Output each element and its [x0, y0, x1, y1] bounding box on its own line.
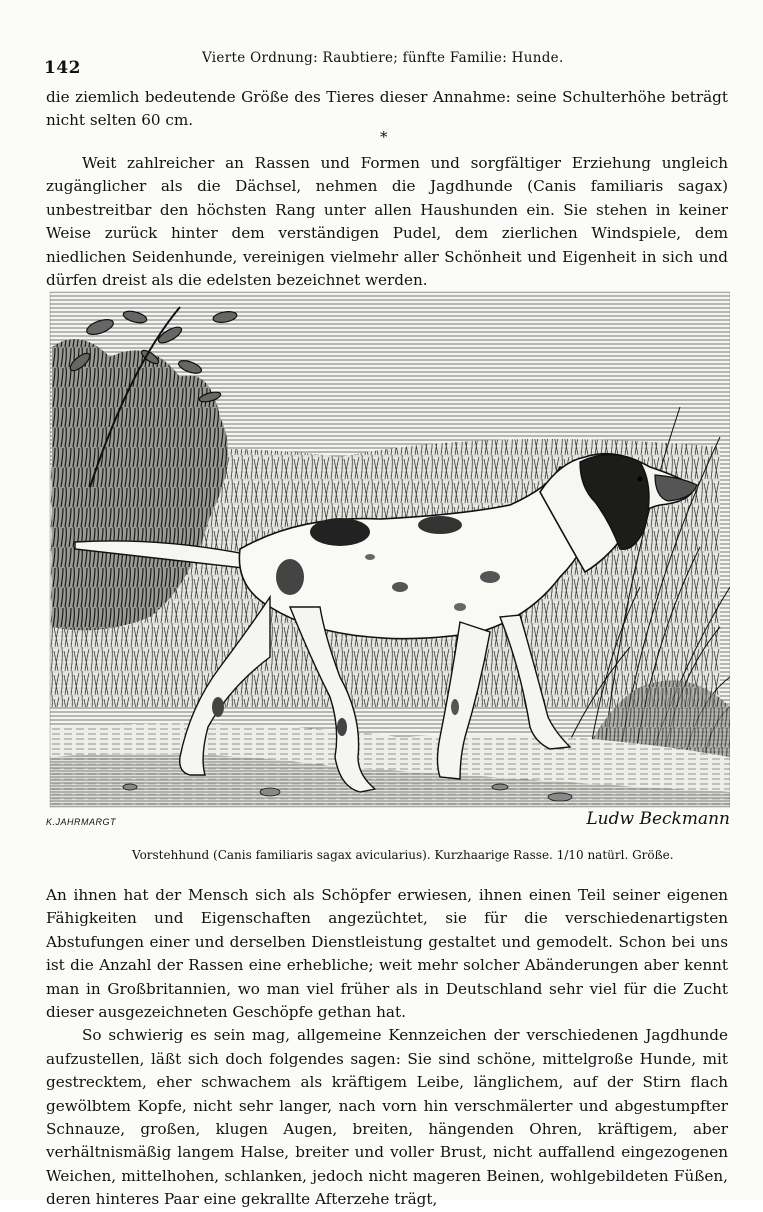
body-text	[46, 884, 728, 1212]
intro-paragraph	[46, 152, 728, 292]
running-head: Vierte Ordnung: Raubtiere; fünfte Familie: Hunde.	[202, 50, 564, 66]
paragraph-text: die ziemlich bedeutende Größe des Tieres dieser Annahme: seine Schulterhöhe beträgt nicht selten 60 cm.	[46, 88, 728, 130]
paragraph-text: An ihnen hat der Mensch sich als Schöpfer erwiesen, ihnen einen Teil seiner eigenen Fähigkeiten und Eigenschaften angezüchtet, sie für die verschiedenartigsten Abstufungen einer und derselben Dienstleistung gestaltet und gemodelt. Schon bei uns ist die Anzahl der Rassen eine erhebliche; weit mehr solcher Abänderungen aber kennt man in Großbritannien, wo man viel früher als in Deutschland sehr viel für die Zucht dieser ausgezeichneten Geschöpfe gethan hat.	[46, 886, 728, 1022]
continued-paragraph	[46, 86, 728, 133]
paragraph-text: So schwierig es sein mag, allgemeine Kennzeichen der verschiedenen Jagdhunde aufzustellen, läßt sich doch folgendes sagen: Sie sind schöne, mittelgroße Hunde, mit gestrecktem, eher schwachem als kräftigem Leibe, länglichem, auf der Stirn flach gewölbtem Kopfe, nicht sehr langer, nach vorn hin verschmälerter und abgestumpfter Schnauze, großen, klugen Augen, breiten, hängenden Ohren, kräftigem, aber verhältnismäßig langem Halse, breiter und voller Brust, nicht auffallend eingezogenen Weichen, mittelhohen, schlanken, jedoch nicht mageren Beinen, wohlgebildeten Füßen, deren hinteres Paar eine gekrallte Afterzehe trägt,	[46, 1026, 728, 1209]
paragraph-text: Weit zahlreicher an Rassen und Formen und sorgfältiger Erziehung ungleich zugänglicher als die Dächsel, nehmen die Jagdhunde (Canis familiaris sagax) unbestreitbar den höchsten Rang unter allen Haushunden ein. Sie stehen in keiner Weise zurück hinter dem verständigen Pudel, dem zierlichen Windspiele, dem niedlichen Seidenhunde, vereinigen vielmehr aller Schönheit und Eigenheit in sich und dürfen dreist als die edelsten bezeichnet werden.	[46, 154, 728, 290]
artist-signature: Ludw Beckmann	[586, 809, 730, 829]
section-separator: *	[380, 128, 388, 146]
engraving-figure	[40, 287, 730, 847]
page-header	[44, 44, 734, 78]
page-number: 142	[44, 58, 81, 78]
engraver-signature: K.JAHRMARGT	[46, 817, 117, 827]
pointer-dog-engraving	[40, 287, 730, 827]
figure-caption: Vorstehhund (Canis familiaris sagax avicularius). Kurzhaarige Rasse. 1/10 natürl. Größe.	[132, 848, 674, 862]
